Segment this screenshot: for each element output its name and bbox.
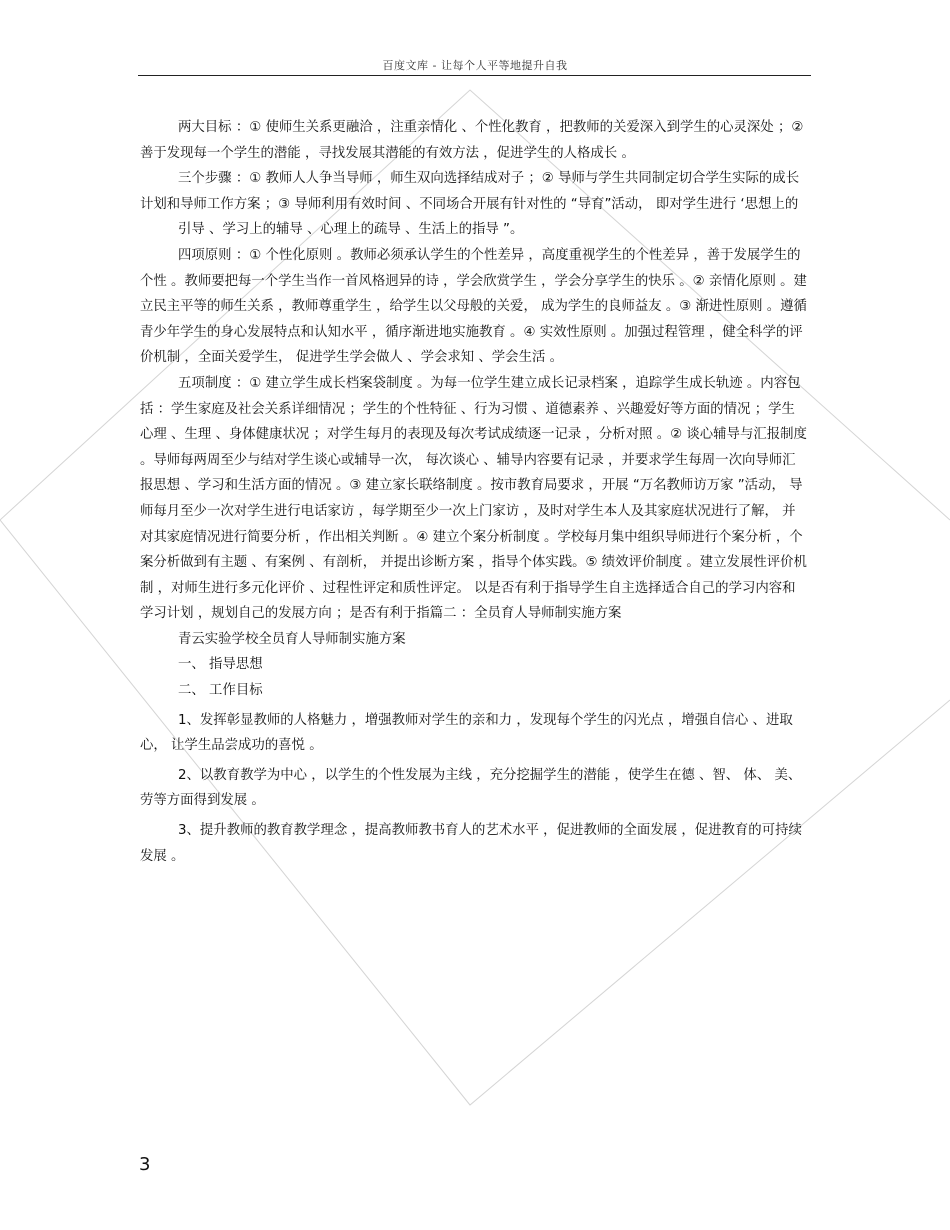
paragraph-heading-guiding-ideology: 一、 指导思想 <box>178 657 263 673</box>
paragraph-goal-2: 2、以教育教学为中心 ，以学生的个性发展为主线 ，充分挖掘学生的潜能 ，使学生在德 、智、 体、 美、 劳等方面得到发展 。 <box>140 767 802 809</box>
paragraph-three-steps: 三个步骤 ：① 教师人人争当导师 ，师生双向选择结成对子 ；② 导师与学生共同制定切合学生实际的成长计划和导师工作方案 ；③ 导师利用有效时间 、不同场合开展有针对性的 “导育”活动， 即对学生进行 ‘思想上的 <box>140 171 800 212</box>
paragraph-plan-title: 青云实验学校全员育人导师制实施方案 <box>178 631 406 647</box>
paragraph-goal-3: 3、提升教师的教育教学理念 ，提高教师教书育人的艺术水平 ，促进教师的全面发展 ，促进教育的可持续发展 。 <box>140 823 802 864</box>
document-body <box>140 115 808 869</box>
paragraph-goal-1: 1、发挥彰显教师的人格魅力 ，增强教师对学生的亲和力 ，发现每个学生的闪光点 ，增强自信心 、进取心， 让学生品尝成功的喜悦 。 <box>140 712 793 754</box>
paragraph-heading-work-goals: 二、 工作目标 <box>178 683 263 699</box>
page-header: 百度文库 - 让每个人平等地提升自我 <box>382 59 568 72</box>
paragraph-two-goals: 两大目标 ：① 使师生关系更融洽 ，注重亲情化 、个性化教育 ，把教师的关爱深入到学生的心灵深处 ；② 善于发现每一个学生的潜能 ，寻找发展其潜能的有效方法 ，促进学生的人格成长 。 <box>140 120 804 161</box>
paragraph-three-steps-cont: 引导 、学习上的辅导 、心理上的疏导 、生活上的指导 ”。 <box>178 222 524 238</box>
header-divider <box>138 75 811 76</box>
paragraph-five-systems: 五项制度 ：① 建立学生成长档案袋制度 。为每一位学生建立成长记录档案 ，追踪学生成长轨迹 。内容包括 ：学生家庭及社会关系详细情况 ；学生的个性特征 、行为习惯 、道德素养 、兴趣爱好等方面的情况 ；学生心理 、生理 、身体健康状况 ；对学生每月的表现及每次考试成绩逐一记录 ，分析对照 。② 谈心辅导与汇报制度 。导师每两周至少与结对学生谈心或辅导一次， 每次谈心 、辅导内容要有记录 ，并要求学生每周一次向导师汇报思想 、学习和生活方面的情况 。③ 建立家长联络制度 。按市教育局要求 ，开展 “万名教师访万家 ”活动， 导师每月至少一次对学生进行电话家访 ，每学期至少一次上门家访 ，及时对学生本人及其家庭状况进行了解， 并对其家庭情况进行简要分析 ，作出相关判断 。④ 建立个案分析制度 。学校每月集中组织导师进行个案分析 ，个案分析做到有主题 、有案例 、有剖析， 并提出诊断方案 ，指导个体实践。⑤ 绩效评价制度 。建立发展性评价机制 ，对师生进行多元化评价 、过程性评定和质性评定。 以是否有利于指导学生自主选择适合自己的学习内容和学习计划 ，规划自己的发展方向 ；是否有利于指篇二 ：全员育人导师制实施方案 <box>140 375 807 622</box>
paragraph-four-principles: 四项原则 ：① 个性化原则 。教师必须承认学生的个性差异 ，高度重视学生的个性差异 ，善于发展学生的个性 。教师要把每一个学生当作一首风格迥异的诗 ，学会欣赏学生 ，学会分享学生的快乐 。② 亲情化原则 。建立民主平等的师生关系 ，教师尊重学生 ，给学生以父母般的关爱， 成为学生的良师益友 。③ 渐进性原则 。遵循青少年学生的身心发展特点和认知水平 ，循序渐进地实施教育 。④ 实效性原则 。加强过程管理 ，健全科学的评价机制 ，全面关爱学生， 促进学生学会做人 、学会求知 、学会生活 。 <box>140 247 807 366</box>
page-number: 3 <box>139 1154 151 1175</box>
